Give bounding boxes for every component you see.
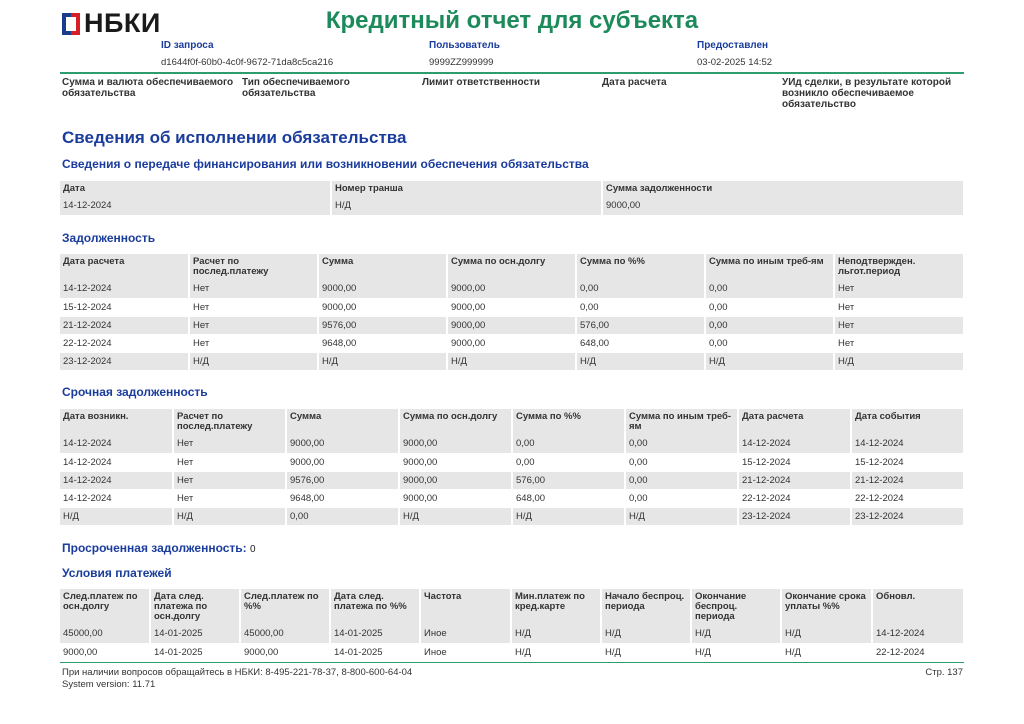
table-cell: 15-12-2024 [738,453,851,471]
table-cell: 14-12-2024 [60,197,331,215]
overdue-label: Просроченная задолженность: [62,541,247,555]
debt-header: Сумма [318,254,447,280]
table-cell: 22-12-2024 [738,489,851,507]
table-cell: Нет [173,471,286,489]
table-cell: 576,00 [576,316,705,334]
table-cell: 9000,00 [240,643,330,661]
table-cell: Нет [834,334,964,352]
table-row [60,316,964,334]
payments-header: След.платеж по %% [240,589,330,625]
obligation-header-cell: Дата расчета [602,77,667,88]
user-block [429,40,500,68]
table-cell: 45000,00 [240,625,330,643]
table-cell: 14-01-2025 [330,643,420,661]
financing-header: Сумма задолженности [602,181,964,197]
table-row [60,643,964,661]
debt-title: Задолженность [62,231,156,245]
table-cell: 9000,00 [447,316,576,334]
table-cell: Нет [834,298,964,316]
user-value: 9999ZZ999999 [429,57,494,68]
table-cell: 9000,00 [286,435,399,453]
financing-table [60,181,965,216]
table-cell: 9000,00 [286,453,399,471]
table-cell: Нет [189,316,318,334]
table-cell: 9648,00 [318,334,447,352]
table-cell: Н/Д [512,507,625,525]
footer [62,667,412,691]
table-cell: 9000,00 [447,298,576,316]
urgent-header: Сумма по иным треб-ям [625,409,738,435]
table-cell: 9000,00 [447,334,576,352]
request-id-block [161,40,333,68]
table-cell: 9576,00 [286,471,399,489]
debt-header: Расчет по послед.платежу [189,254,318,280]
financing-header: Дата [60,181,331,197]
table-cell: Н/Д [625,507,738,525]
debt-header: Дата расчета [60,254,189,280]
table-cell: Н/Д [173,507,286,525]
table-cell: Нет [189,334,318,352]
table-cell: 9000,00 [318,298,447,316]
footer-version: System version: 11.71 [62,679,156,690]
table-cell: 14-12-2024 [60,453,173,471]
table-cell: Нет [189,280,318,298]
payments-table [60,589,965,662]
payments-title: Условия платежей [62,566,172,580]
debt-header: Сумма по осн.долгу [447,254,576,280]
table-cell: 15-12-2024 [851,453,964,471]
table-cell: 0,00 [705,280,834,298]
table-row [60,471,964,489]
table-cell: Н/Д [189,352,318,370]
obligation-header-cell: Лимит ответственности [422,77,541,88]
table-cell: Нет [189,298,318,316]
debt-table [60,254,965,371]
table-cell: 23-12-2024 [738,507,851,525]
table-cell: Н/Д [601,643,691,661]
table-cell: Н/Д [331,197,602,215]
obligation-header [62,77,964,110]
urgent-header: Расчет по послед.платежу [173,409,286,435]
table-cell: 9000,00 [399,471,512,489]
urgent-table [60,409,965,526]
urgent-header: Сумма [286,409,399,435]
table-cell: 0,00 [705,298,834,316]
request-id-label: ID запроса [161,40,214,51]
table-cell: 9576,00 [318,316,447,334]
table-cell: Иное [420,625,511,643]
table-cell: Иное [420,643,511,661]
table-cell: 9000,00 [399,489,512,507]
table-cell: 9000,00 [399,435,512,453]
table-cell: 14-12-2024 [872,625,964,643]
table-cell: 45000,00 [60,625,150,643]
header-divider [60,72,964,74]
table-cell: 9000,00 [318,280,447,298]
table-cell: Н/Д [399,507,512,525]
table-cell: 14-01-2025 [330,625,420,643]
table-cell: Н/Д [60,507,173,525]
table-cell: Н/Д [601,625,691,643]
table-cell: 9000,00 [399,453,512,471]
urgent-title: Срочная задолженность [62,385,208,399]
table-cell: 0,00 [576,298,705,316]
table-cell: 0,00 [512,435,625,453]
table-cell: 22-12-2024 [872,643,964,661]
payments-header: Частота [420,589,511,625]
table-cell: 14-12-2024 [60,489,173,507]
table-cell: 0,00 [512,453,625,471]
section-title: Сведения об исполнении обязательства [62,128,407,147]
table-cell: Н/Д [318,352,447,370]
report-title: Кредитный отчет для субъекта [325,7,699,34]
table-cell: 14-12-2024 [60,435,173,453]
table-cell: 0,00 [705,316,834,334]
table-cell: 9000,00 [602,197,964,215]
table-cell: 21-12-2024 [60,316,189,334]
table-row [60,197,964,215]
table-cell: Нет [834,316,964,334]
table-cell: 23-12-2024 [60,352,189,370]
table-cell: Н/Д [834,352,964,370]
table-cell: Н/Д [691,643,781,661]
provided-label: Предоставлен [697,40,769,51]
table-cell: Нет [173,489,286,507]
table-cell: 0,00 [705,334,834,352]
request-id-value: d1644f0f-60b0-4c0f-9672-71da8c5ca216 [161,57,334,68]
table-cell: 14-01-2025 [150,625,240,643]
table-cell: 648,00 [576,334,705,352]
payments-header: Окончание срока уплаты %% [781,589,872,625]
table-cell: Н/Д [781,625,872,643]
table-cell: 23-12-2024 [851,507,964,525]
urgent-header: Дата возникн. [60,409,173,435]
table-cell: Н/Д [705,352,834,370]
debt-header: Сумма по иным треб-ям [705,254,834,280]
table-cell: 14-12-2024 [738,435,851,453]
financing-header: Номер транша [331,181,602,197]
overdue-line [62,541,256,555]
financing-title: Сведения о передаче финансирования или возникновении обеспечения обязательства [62,157,589,171]
provided-value: 03-02-2025 14:52 [697,57,773,68]
table-cell: 14-12-2024 [60,280,189,298]
table-cell: 14-12-2024 [60,471,173,489]
table-row [60,435,964,453]
table-row [60,453,964,471]
table-row [60,507,964,525]
footer-divider [60,662,964,663]
debt-header: Сумма по %% [576,254,705,280]
overdue-value: 0 [250,544,256,555]
table-cell: Н/Д [691,625,781,643]
table-cell: 0,00 [625,471,738,489]
table-cell: 21-12-2024 [851,471,964,489]
table-cell: Н/Д [511,643,601,661]
table-cell: 21-12-2024 [738,471,851,489]
page-number: Стр. 137 [925,667,963,678]
payments-header: Начало беспроц. периода [601,589,691,625]
table-cell: 0,00 [625,453,738,471]
table-cell: 648,00 [512,489,625,507]
table-cell: 0,00 [625,435,738,453]
payments-header: Обновл. [872,589,964,625]
table-cell: 9000,00 [447,280,576,298]
logo-text: НБКИ [84,8,161,38]
obligation-header-cell: Сумма и валюта обеспечиваемого обязательства [62,77,234,99]
table-cell: Н/Д [576,352,705,370]
table-row [60,625,964,643]
urgent-header: Дата расчета [738,409,851,435]
user-label: Пользователь [429,40,500,51]
table-cell: Н/Д [511,625,601,643]
table-cell: 22-12-2024 [851,489,964,507]
table-cell: 0,00 [625,489,738,507]
footer-contact: При наличии вопросов обращайтесь в НБКИ: 8-495-221-78-37, 8-800-600-64-04 [62,667,413,678]
table-cell: 9648,00 [286,489,399,507]
table-row [60,334,964,352]
table-cell: Нет [173,435,286,453]
payments-header: След.платеж по осн.долгу [60,589,150,625]
urgent-header: Сумма по осн.долгу [399,409,512,435]
table-row [60,489,964,507]
table-cell: 0,00 [576,280,705,298]
table-cell: 576,00 [512,471,625,489]
table-cell: Н/Д [447,352,576,370]
table-row [60,298,964,316]
obligation-header-cell: УИд сделки, в результате которой возникло обеспечиваемое обязательство [782,77,952,110]
table-cell: Нет [173,453,286,471]
table-cell: 22-12-2024 [60,334,189,352]
table-cell: 14-01-2025 [150,643,240,661]
payments-header: Мин.платеж по кред.карте [511,589,601,625]
urgent-header: Дата события [851,409,964,435]
provided-block [697,40,772,68]
payments-header: Дата след. платежа по %% [330,589,420,625]
table-cell: 0,00 [286,507,399,525]
payments-header: Окончание беспроц. периода [691,589,781,625]
table-cell: 9000,00 [60,643,150,661]
table-row [60,352,964,370]
debt-header: Неподтвержден. льгот.период [834,254,964,280]
table-cell: 15-12-2024 [60,298,189,316]
table-cell: 14-12-2024 [851,435,964,453]
table-cell: Н/Д [781,643,872,661]
table-cell: Нет [834,280,964,298]
table-row [60,280,964,298]
payments-header: Дата след. платежа по осн.долгу [150,589,240,625]
obligation-header-cell: Тип обеспечиваемого обязательства [242,77,350,99]
urgent-header: Сумма по %% [512,409,625,435]
